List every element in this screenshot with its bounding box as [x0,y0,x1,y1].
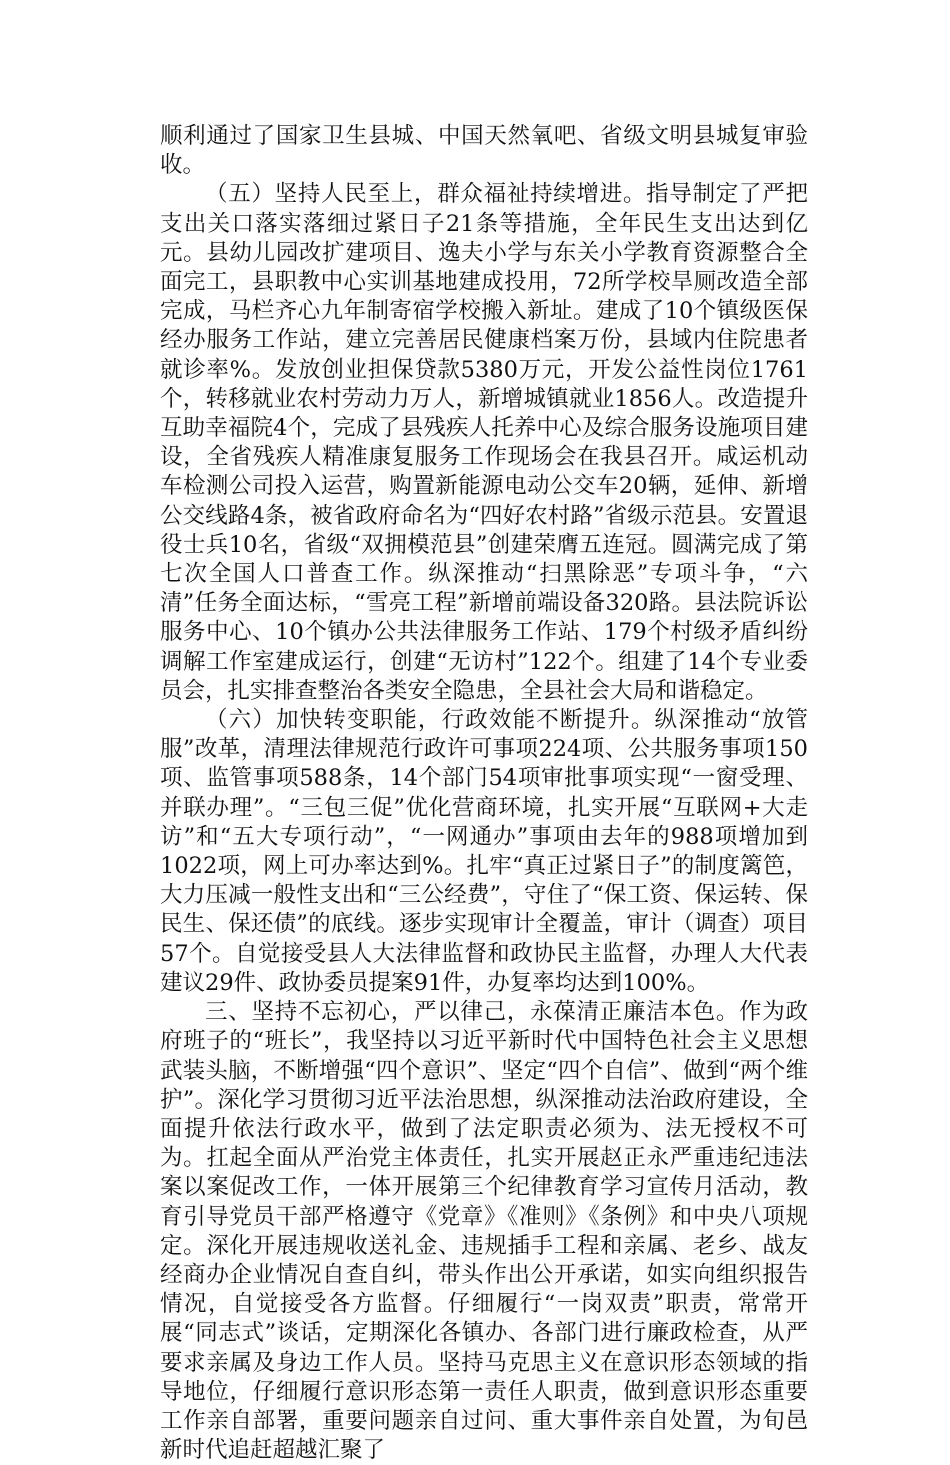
paragraph-3: （六）加快转变职能，行政效能不断提升。纵深推动“放管服”改革，清理法律规范行政许可事项224项、公共服务事项150项、监管事项588条，14个部门54项审批事项实现“一窗受理、并联办理”。“三包三促”优化营商环境，扎实开展“互联网+大走访”和“五大专项行动”，“一网通办”事项由去年的988项增加到1022项，网上可办率达到%。扎牢“真正过紧日子”的制度篱笆，大力压减一般性支出和“三公经费”，守住了“保工资、保运转、保民生、保还债”的底线。逐步实现审计全覆盖，审计（调查）项目57个。自觉接受县人大法律监督和政协民主监督，办理人大代表建议29件、政协委员提案91件，办复率均达到100%。 [160,707,808,996]
paragraph-4: 三、坚持不忘初心，严以律己，永葆清正廉洁本色。作为政府班子的“班长”，我坚持以习近平新时代中国特色社会主义思想武装头脑，不断增强“四个意识”、坚定“四个自信”、做到“两个维护”。深化学习贯彻习近平法治思想，纵深推动法治政府建设，全面提升依法行政水平，做到了法定职责必须为、法无授权不可为。扛起全面从严治党主体责任，扎实开展赵正永严重违纪违法案以案促改工作，一体开展第三个纪律教育学习宣传月活动，教育引导党员干部严格遵守《党章》《准则》《条例》和中央八项规定。深化开展违规收送礼金、违规插手工程和亲属、老乡、战友经商办企业情况自查自纠，带头作出公开承诺，如实向组织报告情况，自觉接受各方监督。仔细履行“一岗双责”职责，常常开展“同志式”谈话，定期深化各镇办、各部门进行廉政检查，从严要求亲属及身边工作人员。坚持马克思主义在意识形态领域的指导地位，仔细履行意识形态第一责任人职责，做到意识形态重要工作亲自部署，重要问题亲自过问、重大事件亲自处置，为旬邑新时代追赶超越汇聚了 [160,999,808,1464]
paragraph-1: 顺利通过了国家卫生县城、中国天然氧吧、省级文明县城复审验收。 [160,123,808,179]
paragraph-2: （五）坚持人民至上，群众福祉持续增进。指导制定了严把支出关口落实落细过紧日子21条等措施，全年民生支出达到亿元。县幼儿园改扩建项目、逸夫小学与东关小学教育资源整合全面完工，县职教中心实训基地建成投用，72所学校旱厕改造全部完成，马栏齐心九年制寄宿学校搬入新址。建成了10个镇级医保经办服务工作站，建立完善居民健康档案万份，县域内住院患者就诊率%。发放创业担保贷款5380万元，开发公益性岗位1761个，转移就业农村劳动力万人，新增城镇就业1856人。改造提升互助幸福院4个，完成了县残疾人托养中心及综合服务设施项目建设，全省残疾人精准康复服务工作现场会在我县召开。咸运机动车检测公司投入运营，购置新能源电动公交车20辆，延伸、新增公交线路4条，被省政府命名为“四好农村路”省级示范县。安置退役士兵10名，省级“双拥模范县”创建荣膺五连冠。圆满完成了第七次全国人口普查工作。纵深推动“扫黑除恶”专项斗争，“六清”任务全面达标，“雪亮工程”新增前端设备320路。县法院诉讼服务中心、10个镇办公共法律服务工作站、179个村级矛盾纠纷调解工作室建成运行，创建“无访村”122个。组建了14个专业委员会，扎实排查整治各类安全隐患，全县社会大局和谐稳定。 [160,181,808,704]
document-body [160,122,808,1465]
